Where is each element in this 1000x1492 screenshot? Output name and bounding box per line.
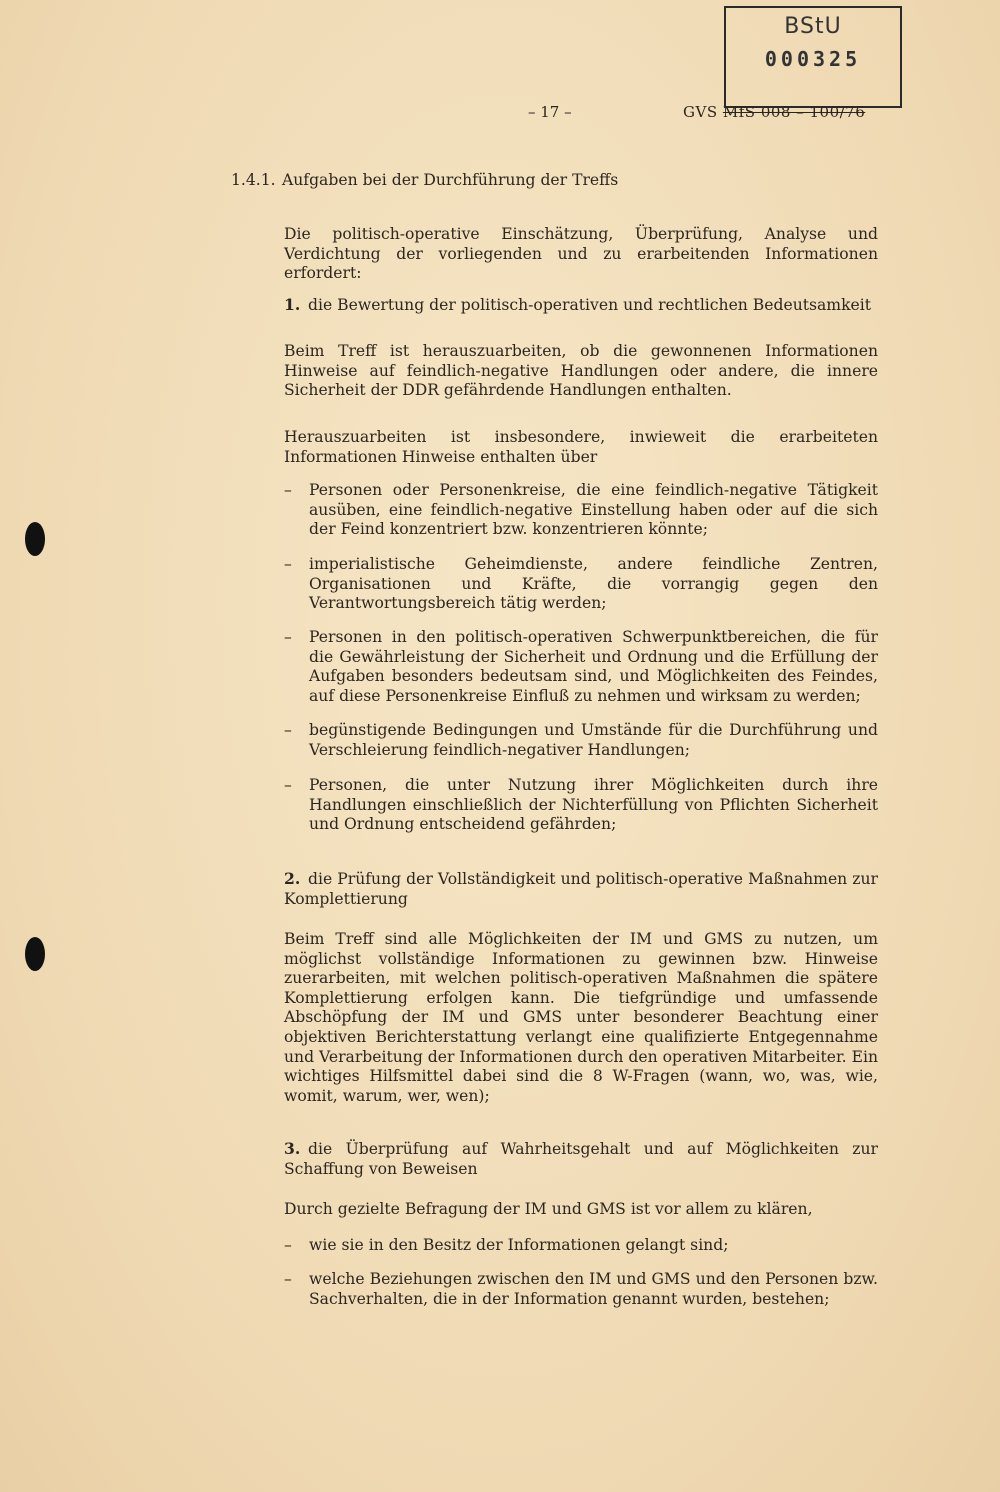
paragraph: Herauszuarbeiten ist insbesondere, inwieweit die erarbeiteten Informationen Hinweise enthalten über (284, 428, 878, 466)
list-item (284, 776, 878, 835)
archive-stamp (724, 6, 902, 108)
stamp-number: 000325 (764, 47, 862, 71)
list-item-text: Personen, die unter Nutzung ihrer Möglichkeiten durch ihre Handlungen einschließlich der Nichterfüllung von Pflichten Sicherheit und Ordnung entscheidend gefährden; (309, 776, 878, 834)
list-item (284, 628, 878, 706)
list-item-text: imperialistische Geheimdienste, andere feindliche Zentren, Organisationen und Kräfte, die vorrangig gegen den Verantwortungsbereich tätig werden; (309, 555, 878, 613)
list-item (284, 721, 878, 760)
intro-paragraph: Die politisch-operative Einschätzung, Überprüfung, Analyse und Verdichtung der vorliegenden und zu erarbeitenden Informationen erfordert: (284, 225, 878, 283)
item-number: 1. (284, 295, 301, 314)
list-item (284, 1270, 878, 1309)
punch-hole (25, 522, 45, 556)
dash-marker: – (284, 628, 292, 646)
section-number: 1.4.1. (231, 171, 276, 189)
document-reference (683, 103, 865, 121)
paragraph: Durch gezielte Befragung der IM und GMS ist vor allem zu klären, (284, 1200, 813, 1218)
item-number: 3. (284, 1139, 301, 1158)
item-heading (284, 869, 878, 909)
list-item-text: begünstigende Bedingungen und Umstände für die Durchführung und Verschleierung feindlich-negativer Handlungen; (309, 721, 878, 759)
list-item (284, 555, 878, 614)
stamp-title: BStU (784, 14, 842, 39)
list-item (284, 1236, 878, 1256)
section-heading (231, 171, 618, 189)
list-item-text: Personen oder Personenkreise, die eine feindlich-negative Tätigkeit ausüben, eine feindlich-negative Einstellung haben oder auf die sich der Feind konzentriert bzw. konzentrieren könnte; (309, 481, 878, 539)
paragraph: Beim Treff sind alle Möglichkeiten der IM und GMS zu nutzen, um möglichst vollständige Informationen zu gewinnen bzw. Hinweise zuerarbeiten, mit welchen politisch-operativen Maßnahmen die spätere Komplettierung erfolgen kann. Die tiefgründige und umfassende Abschöpfung der IM und GMS unter besonderer Beachtung einer objektiven Berichterstattung verlangt eine qualifizierte Entgegennahme und Verarbeitung der Informationen durch den operativen Mitarbeiter. Ein wichtiges Hilfsmittel dabei sind die 8 W-Fragen (wann, wo, was, wie, womit, warum, wer, wen); (284, 930, 879, 1105)
item-heading (284, 295, 878, 316)
item-heading (284, 1139, 878, 1179)
list-item (284, 481, 878, 540)
list-item-text: Personen in den politisch-operativen Schwerpunktbereichen, die für die Gewährleistung der Sicherheit und Ordnung und die Erfüllung der Aufgaben besonders bedeutsam sind, und Möglichkeiten des Feindes, auf diese Personenkreise Einfluß zu nehmen und wirksam zu werden; (309, 628, 878, 705)
ref-prefix: GVS (683, 103, 718, 121)
paragraph: Beim Treff ist herauszuarbeiten, ob die gewonnenen Informationen Hinweise auf feindlich-negative Handlungen oder andere, die innere Sicherheit der DDR gefährdende Handlungen enthalten. (284, 342, 878, 400)
dash-marker: – (284, 481, 292, 499)
ref-code: MfS 008 – 100/76 (722, 103, 866, 121)
section-title: Aufgaben bei der Durchführung der Treffs (282, 171, 619, 189)
dash-marker: – (284, 1270, 292, 1288)
dash-marker: – (284, 555, 292, 573)
page-number: – 17 – (528, 103, 572, 121)
item-title: die Überprüfung auf Wahrheitsgehalt und auf Möglichkeiten zur Schaffung von Beweisen (284, 1140, 878, 1178)
item-number: 2. (284, 869, 301, 888)
list-item-text: welche Beziehungen zwischen den IM und GMS und den Personen bzw. Sachverhalten, die in der Information genannt wurden, bestehen; (309, 1270, 878, 1308)
item-title: die Bewertung der politisch-operativen und rechtlichen Bedeutsamkeit (308, 296, 872, 314)
dash-marker: – (284, 776, 292, 794)
dash-marker: – (284, 721, 292, 739)
list-item-text: wie sie in den Besitz der Informationen gelangt sind; (309, 1236, 729, 1254)
item-title: die Prüfung der Vollständigkeit und politisch-operative Maßnahmen zur Komplettierung (284, 870, 878, 908)
punch-hole (25, 937, 45, 971)
dash-marker: – (284, 1236, 292, 1254)
